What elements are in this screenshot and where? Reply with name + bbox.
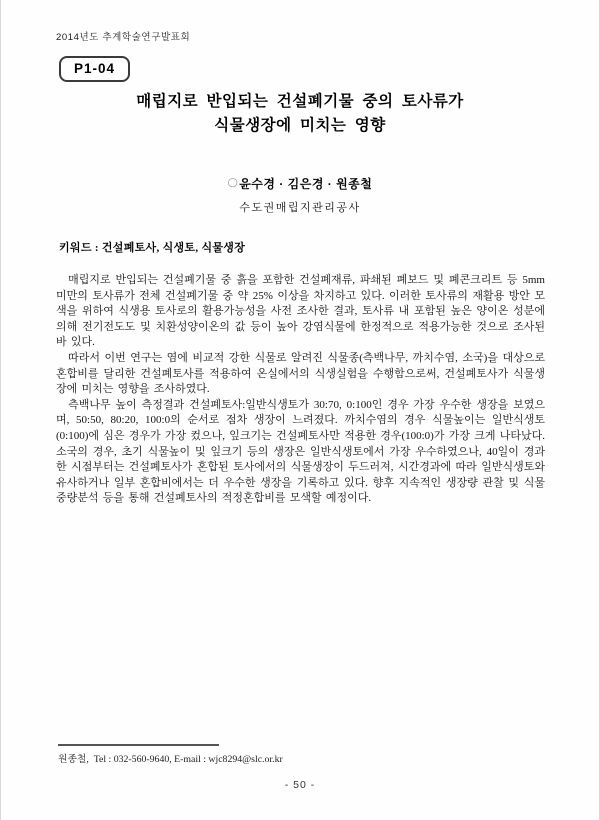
author-names: 윤수경 · 김은경 · 원종철 [239, 177, 373, 191]
paper-title [1, 90, 599, 138]
keywords-line: 키워드 : 건설폐토사, 식생토, 식물생장 [59, 242, 246, 254]
paper-id-badge: P1-04 [59, 56, 130, 82]
affiliation: 수도권매립지관리공사 [239, 202, 361, 214]
page-number: - 50 - [284, 779, 316, 791]
paper-title-line2: 식물생장에 미치는 영향 [214, 117, 386, 134]
presenter-circle-mark: ◯ [227, 177, 239, 187]
abstract-paragraph: 매립지로 반입되는 건설폐기물 중 흙을 포함한 건설폐재류, 파쇄된 폐보드 및 폐콘크리트 등 5mm 미만의 토사류가 전체 건설폐기물 중 약 25% 이상을 차지하고 있다. 이러한 토사류의 재활용 방안 모색을 위하여 식생용 토사로의 활용가능성을 사전 조사한 결과, 토사류 내 포함된 높은 양이온 성분에 의해 전기전도도 및 치환성양이온의 값 등이 높아 강염식물에 한정적으로 적용가능한 것으로 조사된 바 있다. [56, 274, 545, 349]
footnote-divider [58, 744, 219, 746]
corresponding-author-footnote: 원종철, Tel : 032-560-9640, E-mail : wjc8294@slc.or.kr [58, 754, 283, 765]
abstract-body [56, 273, 545, 507]
abstract-paragraph: 측백나무 높이 측정결과 건설폐토사:일반식생토가 30:70, 0:100인 경우 가장 우수한 생장을 보였으며, 50:50, 80:20, 100:0의 순서로 점차 생장이 느려졌다. 까치수염의 경우 식물높이는 일반식생토(0:100)에 심은 경우가 가장 컸으나, 잎크기는 건설폐토사만 적용한 경우(100:0)가 가장 크게 나타났다. 소국의 경우, 초기 식물높이 및 잎크기 등의 생장은 일반식생토에서 가장 우수하였으나, 40일이 경과한 시점부터는 건설폐토사가 혼합된 토사에서의 식물생장이 두드러져, 시간경과에 따라 일반식생토와 유사하거나 일부 혼합비에서는 더 우수한 생장을 기록하고 있다. 향후 지속적인 생장량 관찰 및 식물중량분석 등을 통해 건설폐토사의 적정혼합비를 모색할 예정이다. [56, 398, 545, 505]
conference-header: 2014년도 추계학술연구발표회 [56, 32, 191, 43]
author-line [1, 175, 599, 192]
paper-title-line1: 매립지로 반입되는 건설폐기물 중의 토사류가 [136, 93, 464, 110]
abstract-paragraph: 따라서 이번 연구는 염에 비교적 강한 식물로 알려진 식물종(측백나무, 까치수염, 소국)을 대상으로 혼합비를 달리한 건설폐토사를 적용하여 온실에서의 식생실험을 수행함으로써, 건설폐토사가 식물생장에 미치는 영향을 조사하였다. [56, 351, 545, 396]
